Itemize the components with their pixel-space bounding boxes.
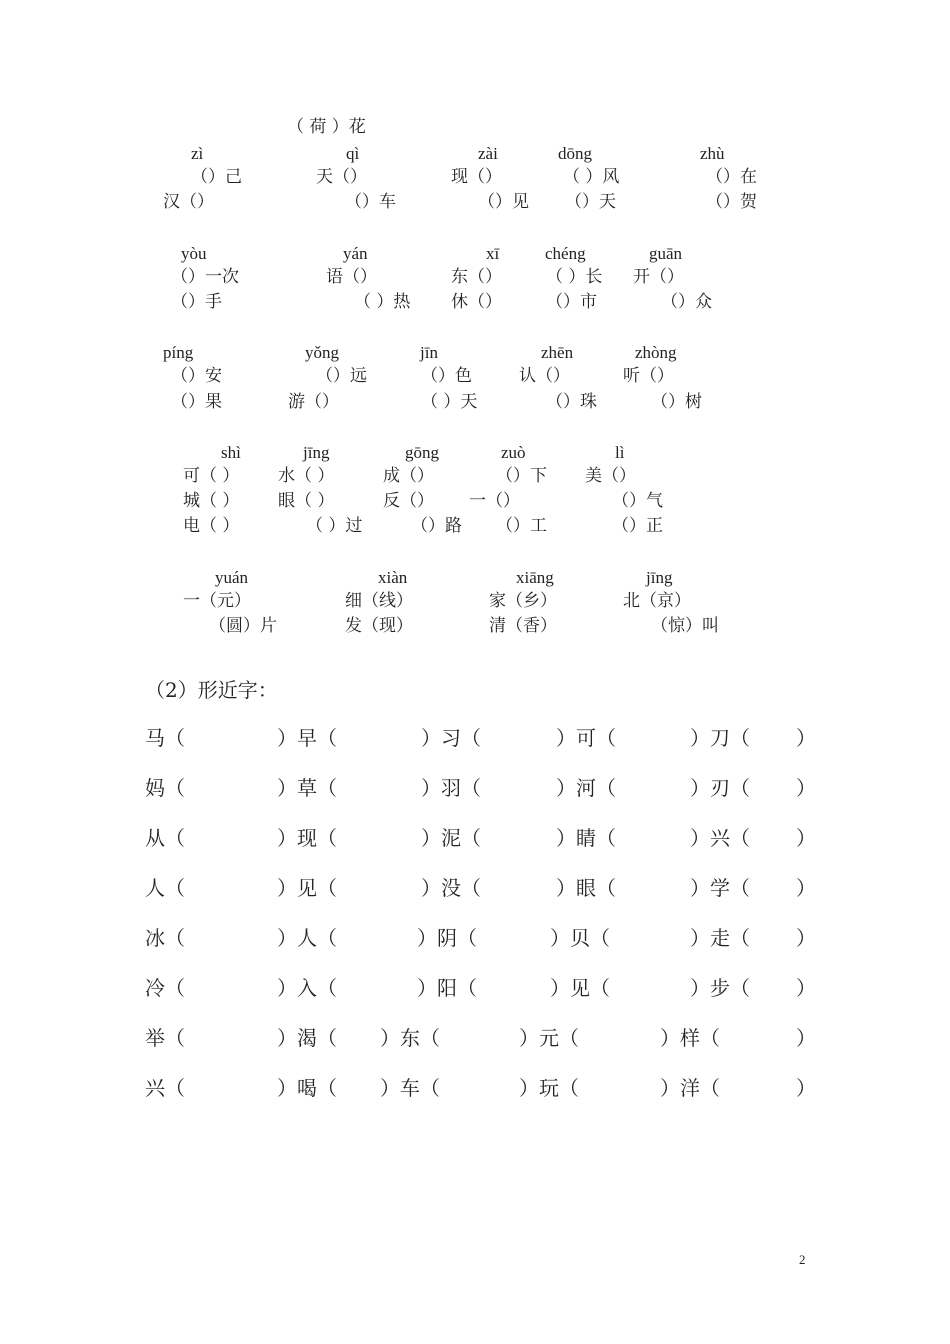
similar-char-cell: ） — [796, 876, 816, 900]
similar-char-cell: ）见（ — [277, 876, 337, 900]
similar-char-cell: ）车（ — [380, 1076, 440, 1100]
pinyin-label: xiāng — [516, 568, 554, 587]
pinyin-label: zhù — [700, 144, 725, 163]
blank-word: （）路 — [411, 516, 462, 536]
similar-char-cell: ）玩（ — [519, 1076, 579, 1100]
blank-word: （ ）天 — [421, 392, 478, 412]
pinyin-label: yòu — [181, 244, 207, 263]
pinyin-label: jīng — [646, 568, 673, 587]
similar-char-cell: ）河（ — [556, 776, 616, 800]
similar-char-cell: ）刃（ — [690, 776, 750, 800]
blank-word: （）见 — [478, 192, 529, 212]
pinyin-label: zuò — [501, 443, 526, 462]
similar-char-cell: ）习（ — [421, 726, 481, 750]
blank-word: 可（ ） — [183, 466, 240, 486]
pinyin-label: qì — [346, 144, 360, 163]
pinyin-label: guān — [649, 244, 683, 263]
blank-word: 认（） — [519, 366, 570, 386]
similar-char-cell: ） — [796, 826, 816, 850]
similar-char-cell: ） — [796, 1076, 816, 1100]
blank-word: 游（） — [288, 392, 339, 412]
blank-word: 语（） — [326, 267, 377, 287]
blank-word: （）下 — [496, 466, 547, 486]
blank-word: （）车 — [345, 192, 396, 212]
blank-word: （）工 — [496, 516, 547, 536]
blank-word: （）手 — [171, 292, 222, 312]
pinyin-label: jīng — [303, 443, 330, 462]
similar-char-cell: ）东（ — [380, 1026, 440, 1050]
pinyin-label: píng — [163, 343, 194, 362]
similar-char-cell: ）眼（ — [556, 876, 616, 900]
blank-word: 成（） — [383, 466, 434, 486]
similar-char-cell: 冰（ — [145, 926, 185, 950]
page-number: 2 — [799, 1252, 806, 1267]
blank-word: （惊）叫 — [651, 616, 719, 636]
pinyin-label: lì — [615, 443, 625, 462]
blank-word: （）一次 — [171, 267, 239, 287]
similar-char-cell: ）贝（ — [550, 926, 610, 950]
blank-word: 城（ ） — [183, 491, 240, 511]
similar-char-cell: ）样（ — [660, 1026, 720, 1050]
blank-word: （）贺 — [706, 192, 757, 212]
blank-word: 反（） — [383, 491, 434, 511]
blank-word: （）色 — [421, 366, 472, 386]
similar-char-cell: 马（ — [145, 726, 185, 750]
pinyin-label: shì — [221, 443, 241, 462]
blank-word: 一（元） — [183, 591, 251, 611]
blank-word: （）果 — [171, 392, 222, 412]
blank-word: （）市 — [546, 292, 597, 312]
similar-char-cell: ）没（ — [421, 876, 481, 900]
blank-word: 电（ ） — [183, 516, 240, 536]
similar-char-cell: ）学（ — [690, 876, 750, 900]
blank-word: （）天 — [565, 192, 616, 212]
blank-word: （）己 — [191, 167, 242, 187]
blank-word: （）正 — [612, 516, 663, 536]
similar-char-cell: ）草（ — [277, 776, 337, 800]
blank-word: 美（） — [585, 466, 636, 486]
blank-word: （）珠 — [546, 392, 597, 412]
blank-word: 水（ ） — [278, 466, 335, 486]
similar-char-cell: ）可（ — [556, 726, 616, 750]
similar-char-cell: ）泥（ — [421, 826, 481, 850]
blank-word: 细（线） — [345, 591, 413, 611]
similar-char-cell: ）人（ — [277, 926, 337, 950]
similar-char-cell: ）现（ — [277, 826, 337, 850]
blank-word: 发（现） — [345, 616, 413, 636]
blank-word: （ ）长 — [546, 267, 603, 287]
pinyin-label: zhēn — [541, 343, 574, 362]
similar-char-cell: ）元（ — [519, 1026, 579, 1050]
pinyin-label: zhòng — [635, 343, 677, 362]
similar-char-cell: ） — [796, 776, 816, 800]
blank-word: （）众 — [661, 292, 712, 312]
blank-word: 休（） — [451, 292, 502, 312]
blank-word: 天（） — [316, 167, 367, 187]
similar-char-cell: ） — [796, 926, 816, 950]
similar-char-cell: ）阳（ — [417, 976, 477, 1000]
similar-char-cell: 从（ — [145, 826, 185, 850]
blank-word: （）在 — [706, 167, 757, 187]
similar-char-cell: 妈（ — [145, 776, 185, 800]
example-word: （ 荷 ）花 — [287, 117, 366, 137]
similar-char-cell: 兴（ — [145, 1076, 185, 1100]
similar-char-cell: ） — [796, 1026, 816, 1050]
blank-word: 眼（ ） — [278, 491, 335, 511]
similar-char-cell: 举（ — [145, 1026, 185, 1050]
similar-char-cell: 冷（ — [145, 976, 185, 1000]
blank-word: 开（） — [633, 267, 684, 287]
similar-char-cell: ）步（ — [690, 976, 750, 1000]
similar-char-cell: ）渴（ — [277, 1026, 337, 1050]
pinyin-label: zì — [191, 144, 204, 163]
blank-word: 一（） — [469, 491, 520, 511]
blank-word: 清（香） — [489, 616, 557, 636]
blank-word: 北（京） — [623, 591, 691, 611]
similar-char-cell: ） — [796, 726, 816, 750]
blank-word: （）气 — [612, 491, 663, 511]
blank-word: （）树 — [651, 392, 702, 412]
pinyin-label: zài — [478, 144, 498, 163]
blank-word: 汉（） — [163, 192, 214, 212]
pinyin-label: xī — [486, 244, 500, 263]
similar-char-cell: ）见（ — [550, 976, 610, 1000]
blank-word: 东（） — [451, 267, 502, 287]
similar-char-cell: ）走（ — [690, 926, 750, 950]
pinyin-label: gōng — [405, 443, 439, 462]
blank-word: （）安 — [171, 366, 222, 386]
blank-word: 现（） — [451, 167, 502, 187]
similar-char-cell: ）阴（ — [417, 926, 477, 950]
blank-word: （ ）风 — [563, 167, 620, 187]
blank-word: （ ）热 — [354, 292, 411, 312]
similar-char-cell: ）入（ — [277, 976, 337, 1000]
pinyin-label: dōng — [558, 144, 592, 163]
similar-char-cell: ）喝（ — [277, 1076, 337, 1100]
similar-char-cell: ）睛（ — [556, 826, 616, 850]
pinyin-label: yán — [343, 244, 368, 263]
blank-word: （）远 — [316, 366, 367, 386]
pinyin-label: yǒng — [305, 343, 339, 362]
similar-char-cell: ） — [796, 976, 816, 1000]
similar-char-cell: ）羽（ — [421, 776, 481, 800]
blank-word: 听（） — [623, 366, 674, 386]
pinyin-label: chéng — [545, 244, 586, 263]
similar-char-cell: ）早（ — [277, 726, 337, 750]
pinyin-label: yuán — [215, 568, 249, 587]
blank-word: （圆）片 — [209, 616, 277, 636]
similar-char-cell: ）兴（ — [690, 826, 750, 850]
blank-word: （ ）过 — [306, 516, 363, 536]
similar-char-cell: 人（ — [145, 876, 185, 900]
pinyin-label: xiàn — [378, 568, 408, 587]
section-heading: （2）形近字： — [145, 678, 278, 702]
blank-word: 家（乡） — [489, 591, 557, 611]
similar-char-cell: ）洋（ — [660, 1076, 720, 1100]
similar-char-cell: ）刀（ — [690, 726, 750, 750]
pinyin-label: jīn — [420, 343, 438, 362]
